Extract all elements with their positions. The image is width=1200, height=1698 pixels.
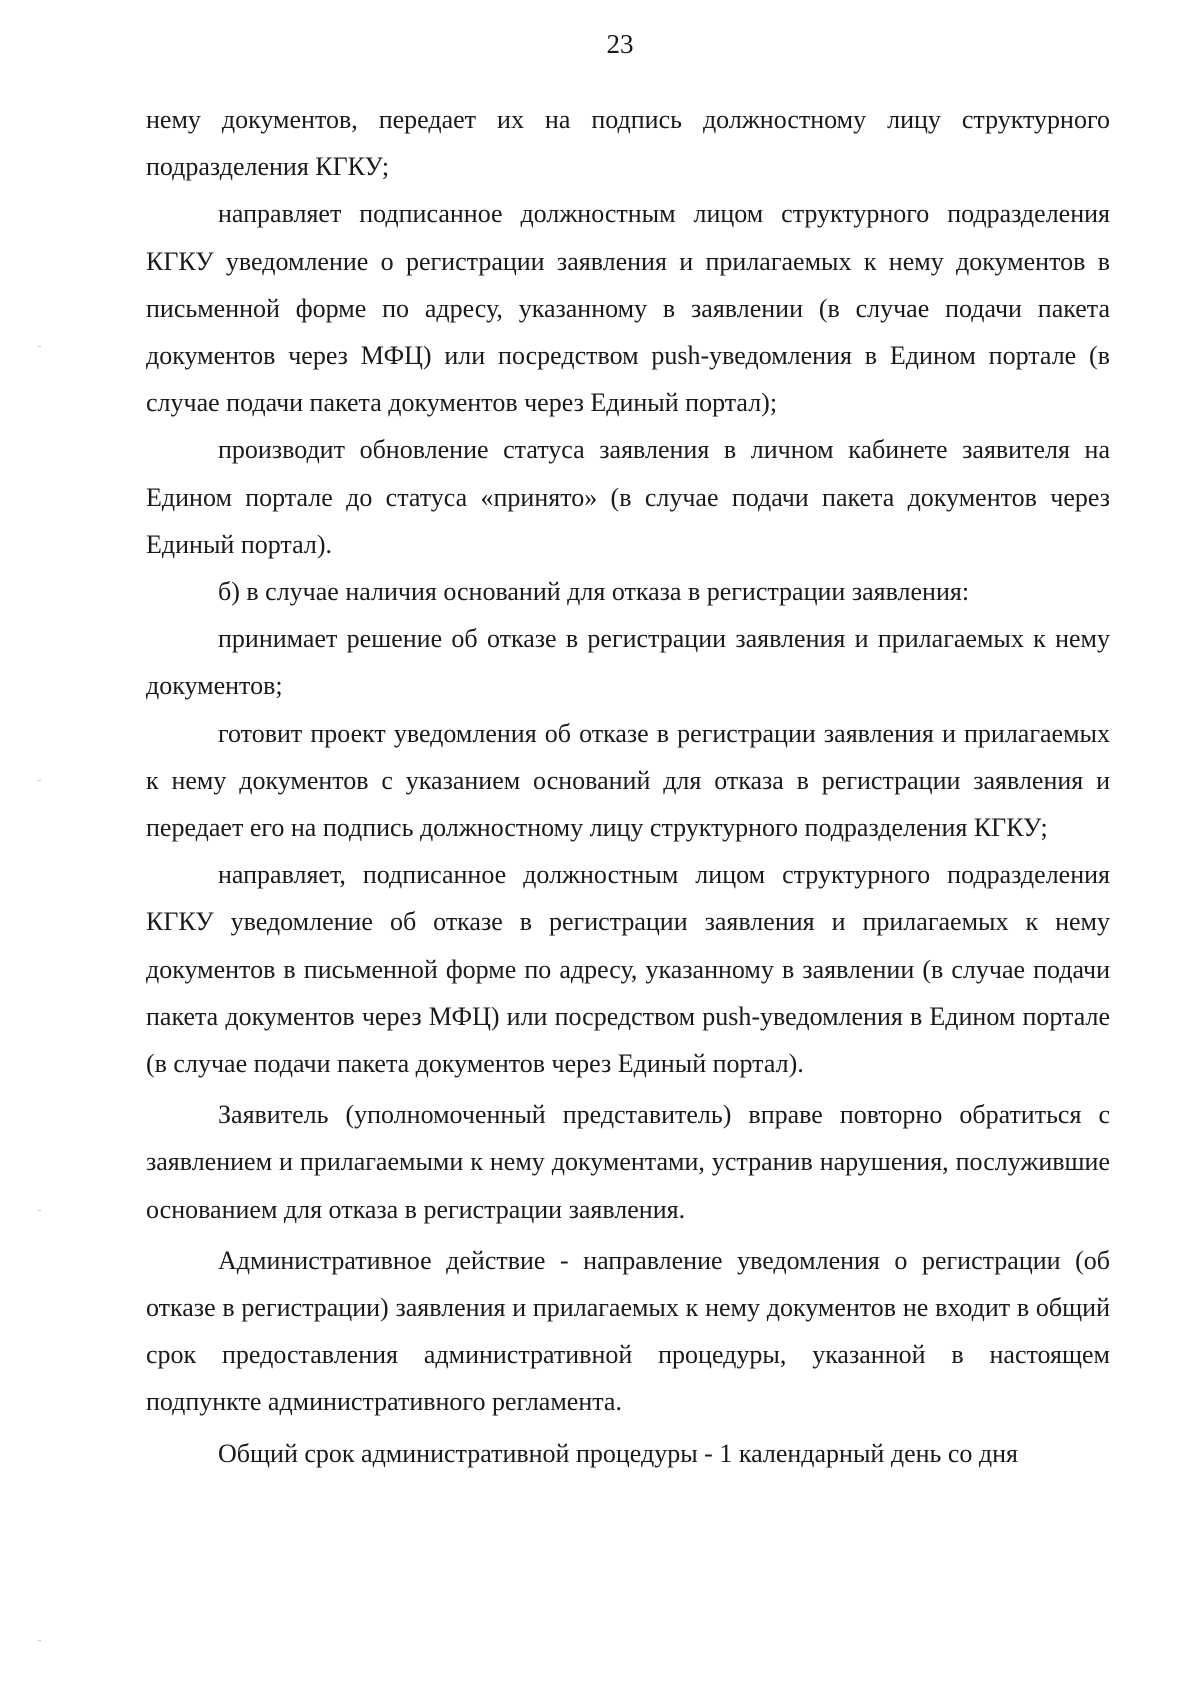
paragraph: направляет, подписанное должностным лицом структурного подразделения КГКУ уведомление об отказе в регистрации заявления и прилагаемых к нему документов в письменной форме по адресу, указанному в заявлении (в случае подачи пакета документов через МФЦ) или посредством push-уведомления в Едином портале (в случае подачи пакета документов через Единый портал). — [146, 860, 1110, 1079]
paragraph: нему документов, передает их на подпись должностному лицу структурного подразделения КГКУ; — [146, 105, 1110, 182]
scan-artifact — [38, 1210, 41, 1211]
scan-artifact — [38, 780, 41, 781]
document-body — [146, 96, 1110, 1477]
paragraph: готовит проект уведомления об отказе в регистрации заявления и прилагаемых к нему документов с указанием оснований для отказа в регистрации заявления и передает его на подпись должностному лицу структурного подразделения КГКУ; — [146, 718, 1110, 843]
paragraph: производит обновление статуса заявления в личном кабинете заявителя на Едином портале до статуса «принято» (в случае подачи пакета документов через Единый портал). — [146, 435, 1110, 559]
scan-artifact — [38, 346, 41, 347]
paragraph: направляет подписанное должностным лицом структурного подразделения КГКУ уведомление о регистрации заявления и прилагаемых к нему документов в письменной форме по адресу, указанному в заявлении (в случае подачи пакета документов через МФЦ) или посредством push-уведомления в Едином портале (в случае подачи пакета документов через Единый портал); — [146, 199, 1110, 418]
paragraph: Общий срок административной процедуры - 1 календарный день со дня — [218, 1438, 1019, 1468]
paragraph: Заявитель (уполномоченный представитель) вправе повторно обратиться с заявлением и прилагаемыми к нему документами, устранив нарушения, послужившие основанием для отказа в регистрации заявления. — [146, 1100, 1110, 1224]
paragraph: Административное действие - направление уведомления о регистрации (об отказе в регистрации) заявления и прилагаемых к нему документов не входит в общий срок предоставления административной процедуры, указанной в настоящем подпункте административного регламента. — [146, 1245, 1110, 1417]
scan-artifact — [38, 1640, 41, 1641]
page-number: 23 — [606, 29, 634, 59]
paragraph: принимает решение об отказе в регистрации заявления и прилагаемых к нему документов; — [146, 624, 1110, 701]
paragraph: б) в случае наличия оснований для отказа в регистрации заявления: — [218, 577, 970, 607]
